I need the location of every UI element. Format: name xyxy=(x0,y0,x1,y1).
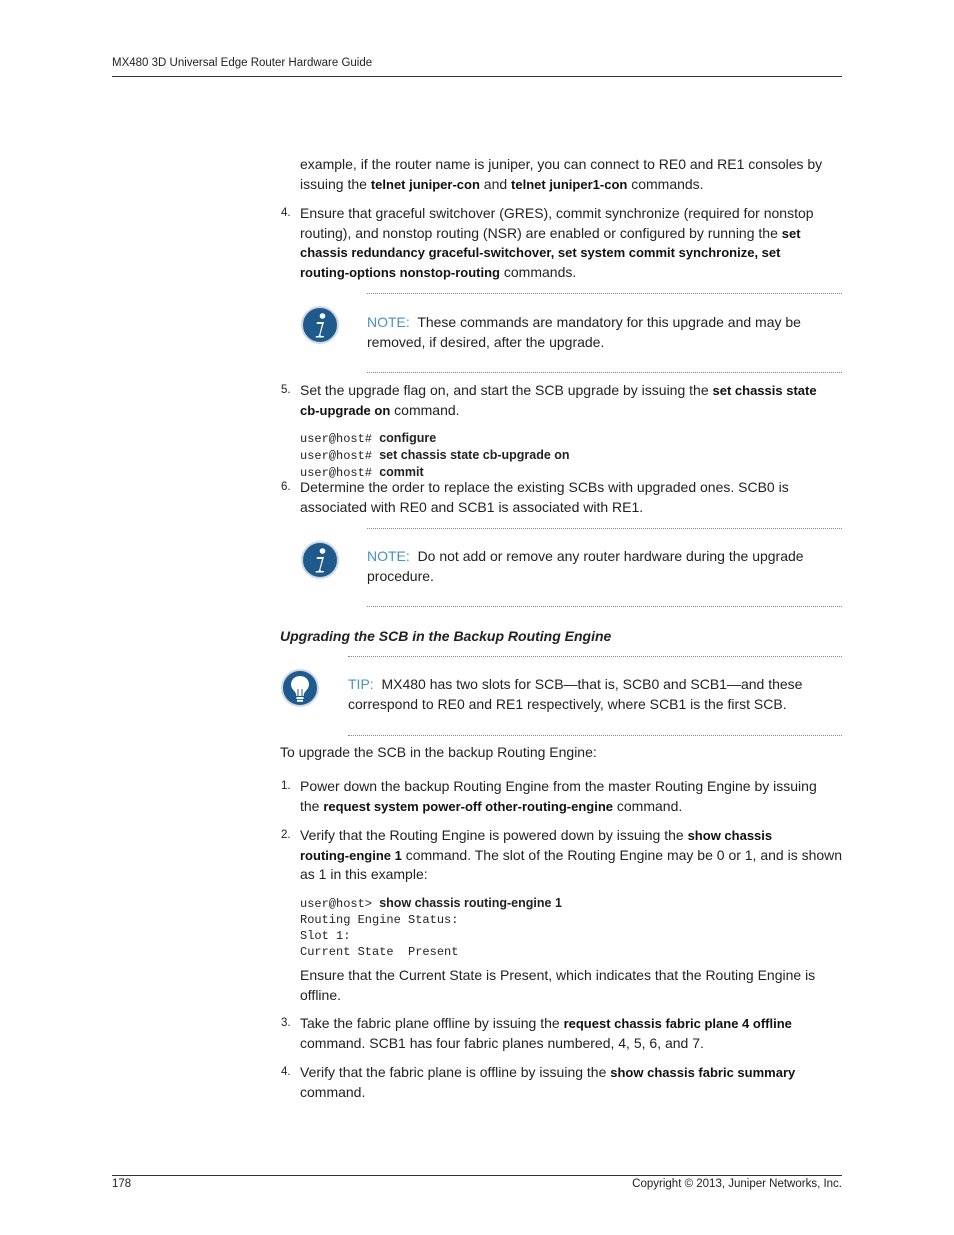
tip-lightbulb-icon xyxy=(280,668,320,708)
command-telnet-juniper1-con: telnet juniper1-con xyxy=(511,176,628,192)
step-b2-followup: Ensure that the Current State is Present, which indicates that the Routing Engine is offline. xyxy=(300,967,816,1003)
step-b2-text: Verify that the Routing Engine is powered down by issuing the show chassis routing-engine 1 command. The slot of the Routing Engine may be 0 or 1, and is shown as 1 in this example: xyxy=(300,827,843,882)
code-block-configure: user@host# configure user@host# set chassis state cb-upgrade on user@host# commit xyxy=(300,431,570,480)
note-2-text: NOTE: Do not add or remove any router hardware during the upgrade procedure. xyxy=(367,548,804,584)
tip-text: TIP: MX480 has two slots for SCB—that is, SCB0 and SCB1—and these correspond to RE0 and RE1 respectively, where SCB1 is the first SCB. xyxy=(348,676,803,712)
note-2-top-rule xyxy=(367,528,842,529)
intro-line-2: issuing the telnet juniper-con and telnet juniper1-con commands. xyxy=(300,175,704,192)
step-b1-text: Power down the backup Routing Engine from the master Routing Engine by issuing the request system power-off other-routing-engine command. xyxy=(300,778,817,814)
footer-divider xyxy=(112,1175,842,1176)
page-number: 178 xyxy=(112,1178,132,1190)
lead-paragraph: To upgrade the SCB in the backup Routing Engine: xyxy=(280,744,597,760)
step-6-text: Determine the order to replace the existing SCBs with upgraded ones. SCB0 is associated with RE0 and SCB1 is associated with RE1. xyxy=(300,479,789,515)
step-b1-number: 1. xyxy=(281,780,291,792)
tip-label: TIP: xyxy=(348,676,374,692)
step-5-text: Set the upgrade flag on, and start the SCB upgrade by issuing the set chassis state cb-upgrade on command. xyxy=(300,382,817,418)
step-6-number: 6. xyxy=(281,481,291,493)
note-1-text: NOTE: These commands are mandatory for this upgrade and may be removed, if desired, after the upgrade. xyxy=(367,314,801,350)
step-5-number: 5. xyxy=(281,384,291,396)
step-b2-number: 2. xyxy=(281,829,291,841)
note-label: NOTE: xyxy=(367,548,410,564)
tip-bottom-rule xyxy=(348,735,842,736)
step-4-text: Ensure that graceful switchover (GRES), commit synchronize (required for nonstop routing), and nonstop routing (NSR) are enabled or configured by running the set chassis redundancy graceful-switchover, set system commit synchronize, set routing-options nonstop-routing commands. xyxy=(300,205,814,280)
running-header: MX480 3D Universal Edge Router Hardware Guide xyxy=(112,57,373,69)
command-telnet-juniper-con: telnet juniper-con xyxy=(370,176,480,192)
copyright: Copyright © 2013, Juniper Networks, Inc. xyxy=(632,1178,842,1190)
intro-paragraph xyxy=(300,155,845,194)
note-2-bottom-rule xyxy=(367,606,842,607)
step-b3-text: Take the fabric plane offline by issuing the request chassis fabric plane 4 offline command. SCB1 has four fabric planes numbered, 4, 5, 6, and 7. xyxy=(300,1015,792,1051)
note-1-top-rule xyxy=(367,293,842,294)
note-1-bottom-rule xyxy=(367,372,842,373)
tip-top-rule xyxy=(348,656,842,657)
section-heading: Upgrading the SCB in the Backup Routing Engine xyxy=(280,628,612,644)
header-divider xyxy=(112,76,842,77)
step-b4-number: 4. xyxy=(281,1066,291,1078)
step-b4-text: Verify that the fabric plane is offline by issuing the show chassis fabric summary command. xyxy=(300,1064,796,1100)
info-icon xyxy=(300,305,340,345)
code-block-show-routing-engine: user@host> show chassis routing-engine 1 Routing Engine Status: Slot 1: Current State Present xyxy=(300,896,562,959)
note-label: NOTE: xyxy=(367,314,410,330)
intro-line-1: example, if the router name is juniper, you can connect to RE0 and RE1 consoles by xyxy=(300,156,823,172)
step-b3-number: 3. xyxy=(281,1017,291,1029)
step-4-number: 4. xyxy=(281,207,291,219)
info-icon xyxy=(300,540,340,580)
